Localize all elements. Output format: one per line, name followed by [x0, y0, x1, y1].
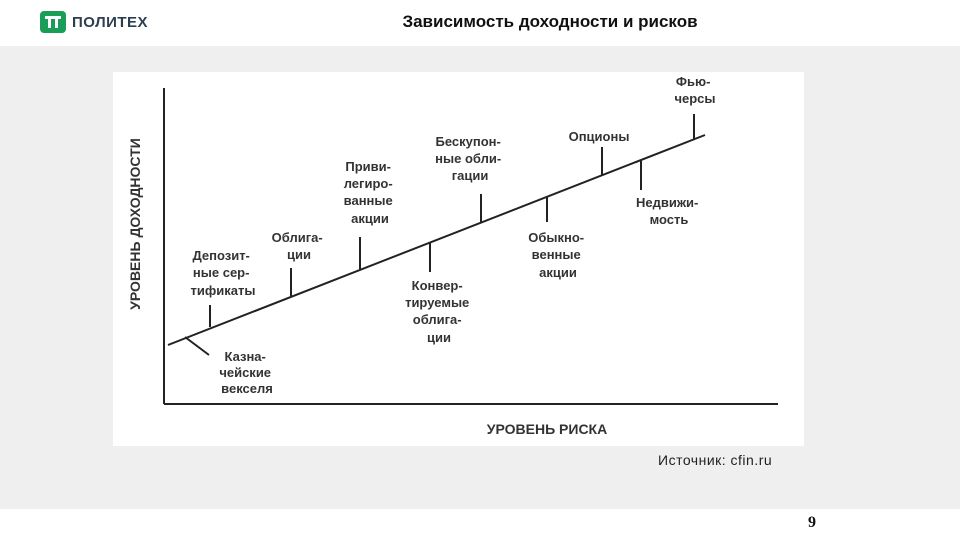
source-caption: Источник: cfin.ru	[658, 452, 773, 468]
slide-title: Зависимость доходности и рисков	[402, 12, 698, 31]
y-axis-label: УРОВЕНЬ ДОХОДНОСТИ	[127, 138, 143, 310]
logo-mark-icon	[40, 11, 66, 33]
label-konv: Конвер- тируемые облига- ции	[405, 278, 470, 345]
label-kazn: Казна- чейские векселя	[219, 349, 273, 396]
risk-return-diagram	[113, 72, 804, 446]
label-fyuch: Фью- черсы	[674, 74, 716, 106]
slide-header	[0, 0, 960, 46]
politech-logo	[40, 10, 148, 34]
label-obykn: Обыкно- венные акции	[528, 230, 585, 280]
label-obligatsii: Облига- ции	[271, 230, 323, 262]
label-depozit: Депозит- ные сер- тификаты	[190, 248, 256, 298]
label-beskup: Бескупон- ные обли- гации	[435, 134, 502, 183]
label-priv: Приви- легиро- ванные акции	[343, 159, 393, 226]
page-number: 9	[808, 514, 816, 531]
label-nedv: Недвижи- мость	[635, 195, 699, 227]
x-axis-label: УРОВЕНЬ РИСКА	[486, 421, 608, 437]
tick-kazn	[185, 337, 209, 355]
label-optsiony: Опционы	[568, 129, 630, 144]
logo-text: ПОЛИТЕХ	[72, 13, 149, 31]
diagram-svg	[113, 72, 804, 446]
